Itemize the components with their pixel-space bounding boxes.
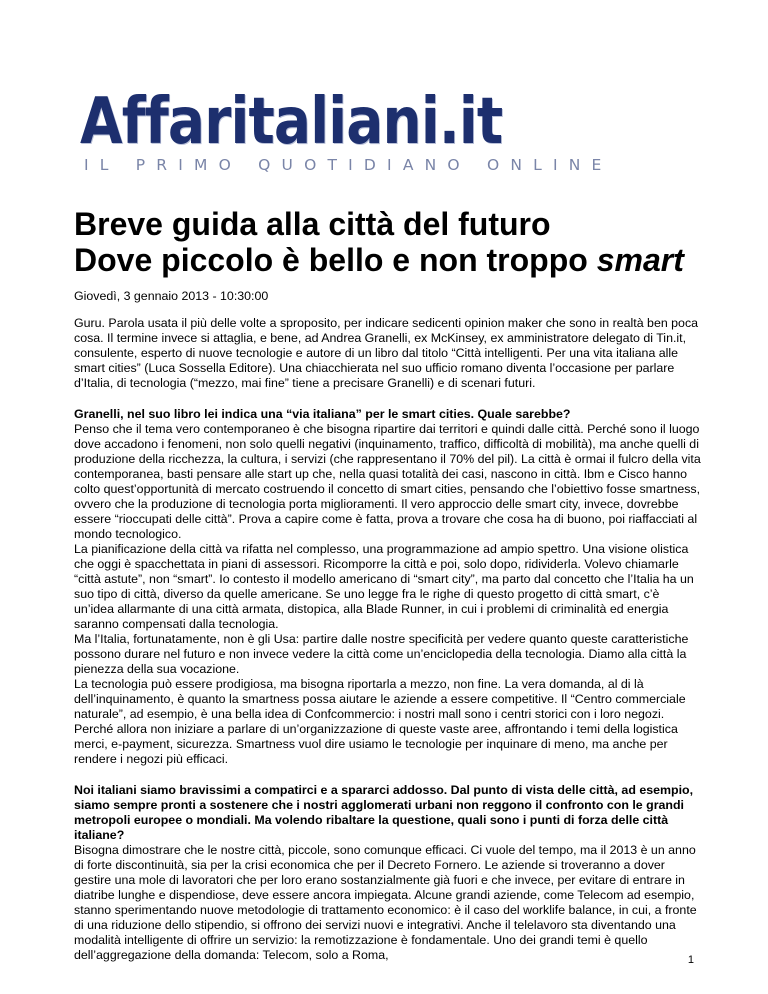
qa-block-1 bbox=[74, 407, 702, 767]
title-emphasis: smart bbox=[596, 242, 684, 278]
logo-brand: Affaritaliani.it bbox=[80, 85, 503, 159]
title-line-2-text: Dove piccolo è bello e non troppo bbox=[74, 242, 597, 278]
answer-1-paragraph: La pianificazione della città va rifatta nel complesso, una programmazione ad ampio spettro. Una visione olistica che oggi è spacchettata in piani di assessori. Ricomporre la città e poi, solo dopo, ridividerla. Volevo chiamarle “città astute”, non “smart”. Io contesto il modello americano di “smart city”, ma parto dal concetto che l’Italia ha un suo tipo di città, diverso da quelle americane. Se uno legge fra le righe di questo progetto di città smart, c’è un’idea allarmante di una città armata, distopica, alla Blade Runner, in cui i problemi di criminalità ed energia saranno compensati dalla tecnologia. bbox=[74, 542, 694, 631]
qa-block-2 bbox=[74, 783, 702, 963]
answer-1-paragraph: La tecnologia può essere prodigiosa, ma bisogna riportarla a mezzo, non fine. La vera domanda, al di là dell’inquinamento, è quanto la smartness possa aiutare le aziende a essere competitive. Il “Centro commerciale naturale”, ad esempio, è una bella idea di Confcommercio: i nostri mall sono i centri storici con i loro negozi. Perché allora non iniziare a parlare di un’organizzazione di queste vaste aree, affrontando i temi della logistica merci, e-payment, sicurezza. Smartness vuol dire usiamo le tecnologie per inquinare di meno, ma anche per rendere i negozi più efficaci. bbox=[74, 677, 686, 766]
page-number: 1 bbox=[687, 954, 694, 966]
answer-2-paragraph: Bisogna dimostrare che le nostre città, piccole, sono comunque efficaci. Ci vuole del tempo, ma il 2013 è un anno di forte discontinuità, sia per la crisi economica che per il Decreto Fornero. Le aziende si troveranno a dover gestire una mole di lavoratori che per loro erano sostanzialmente già fuori e che invece, per evitare di entrare in diatribe lunghe e dispendiose, deve essere ancora impiegata. Alcune grandi aziende, come Telecom ad esempio, stanno sperimentando nuove metodologie di trattamento economico: è il caso del worklife balance, in cui, a fronte di una riduzione dello stipendio, si offrono dei servizi nuovi e integrativi. Anche il telelavoro sta diventando una modalità intelligente di offrire un servizio: la remotizzazione è fondamentale. Uno dei grandi temi è quello dell’aggregazione della domanda: Telecom, solo a Roma, bbox=[74, 843, 697, 962]
intro-paragraph: Guru. Parola usata il più delle volte a sproposito, per indicare sedicenti opinion maker che sono in realtà ben poca cosa. Il termine invece si attaglia, e bene, ad Andrea Granelli, ex McKinsey, ex amministratore delegato di Tin.it, consulente, esperto di nuove tecnologie e autore di un libro dal titolo “Città intelligenti. Per una vita italiana alle smart cities” (Luca Sossella Editore). Una chiacchierata nel suo ufficio romano diventa l’occasione per parlare d’Italia, di tecnologia (“mezzo, mai fine” tiene a precisare Granelli) e di scenari futuri. bbox=[74, 316, 699, 390]
article-body bbox=[74, 316, 702, 979]
answer-1-paragraph: Ma l’Italia, fortunatamente, non è gli Usa: partire dalle nostre specificità per vedere quanto queste caratteristiche possono durare nel futuro e non invece vedere la città come un’enciclopedia della tecnologia. Diamo alla città la pienezza della sua vocazione. bbox=[74, 632, 689, 676]
title-line-2 bbox=[74, 242, 714, 278]
affaritaliani-logo bbox=[74, 83, 613, 189]
question-1: Granelli, nel suo libro lei indica una “via italiana” per le smart cities. Quale sarebbe? bbox=[74, 407, 571, 421]
article-title bbox=[74, 206, 714, 278]
article-date: Giovedì, 3 gennaio 2013 - 10:30:00 bbox=[74, 289, 269, 303]
logo-tagline: IL PRIMO QUOTIDIANO ONLINE bbox=[84, 156, 613, 174]
question-2: Noi italiani siamo bravissimi a compatirci e a spararci addosso. Dal punto di vista delle città, ad esempio, siamo sempre pronti a sostenere che i nostri agglomerati urbani non reggono il confronto con le grandi metropoli europee o mondiali. Ma volendo ribaltare la questione, quali sono i punti di forza delle città italiane? bbox=[74, 783, 694, 842]
answer-1-paragraph: Penso che il tema vero contemporaneo è che bisogna ripartire dai territori e quindi dalle città. Perché sono il luogo dove accadono i fenomeni, non solo quelli negativi (inquinamento, traffico, difficoltà di mobilità), ma anche quelli di produzione della ricchezza, la cultura, i servizi (che rappresentano il 70% del pil). La città è ormai il fulcro della vita contemporanea, basti pensare alle start up che, nella quasi totalità dei casi, nascono in città. Ibm e Cisco hanno colto quest’opportunità di mercato costruendo il concetto di smart cities, pensando che l’obiettivo fosse smartness, ovvero che la produzione di tecnologia porta miglioramenti. Il vero approccio delle smart city, invece, dovrebbe essere “rioccupati delle città”. Prova a capire come è fatta, prova a trovare che cosa ha di buono, poi riaffacciati al mondo tecnologico. bbox=[74, 422, 701, 541]
title-line-1: Breve guida alla città del futuro bbox=[74, 206, 551, 242]
